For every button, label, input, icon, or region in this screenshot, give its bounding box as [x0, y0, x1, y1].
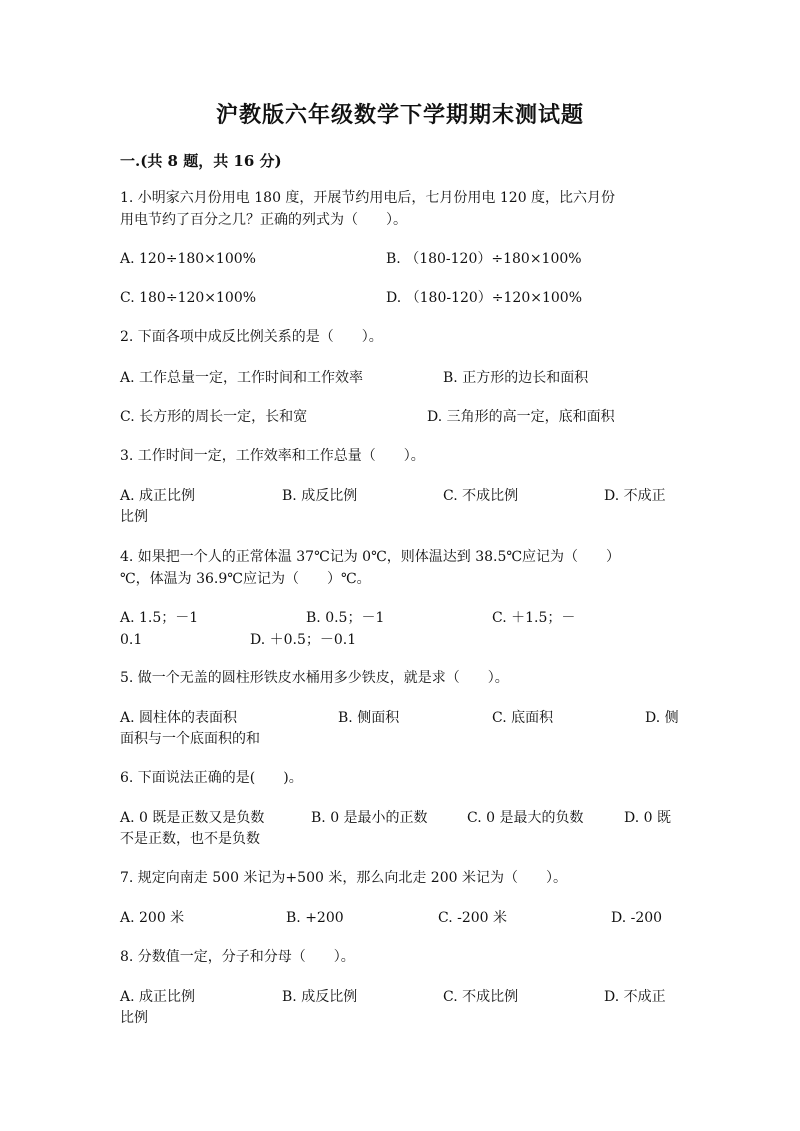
question-7-option-d: D. -200	[611, 910, 663, 926]
question-5-option-d-wrap: 面积与一个底面积的和	[120, 731, 260, 747]
question-6-option-c: C. 0 是最大的负数	[467, 810, 584, 826]
question-8-option-d-wrap: 比例	[120, 1010, 148, 1026]
question-6-option-d-wrap: 不是正数，也不是负数	[120, 831, 260, 847]
question-3-option-c: C. 不成比例	[443, 488, 519, 504]
question-6-option-d: D. 0 既	[624, 810, 671, 826]
question-4-stem-line-1: 4. 如果把一个人的正常体温 37℃记为 0℃，则体温达到 38.5℃应记为（ ）	[120, 549, 621, 565]
question-7-stem: 7. 规定向南走 500 米记为+500 米，那么向北走 200 米记为（ ）。	[120, 870, 567, 886]
question-4-stem-line-2: ℃，体温为 36.9℃应记为（ ）℃。	[120, 571, 371, 587]
question-6-option-b: B. 0 是最小的正数	[311, 810, 428, 826]
question-7-option-c: C. -200 米	[438, 910, 508, 926]
question-6-option-a: A. 0 既是正数又是负数	[120, 810, 265, 826]
question-8-option-a: A. 成正比例	[120, 989, 196, 1005]
question-5-option-d: D. 侧	[645, 710, 679, 726]
question-8-option-d: D. 不成正	[604, 989, 666, 1005]
question-3-stem: 3. 工作时间一定，工作效率和工作总量（ ）。	[120, 448, 425, 464]
question-1-option-c: C. 180÷120×100%	[120, 290, 257, 306]
question-4-option-a: A. 1.5；－1	[120, 610, 199, 626]
question-3-option-a: A. 成正比例	[120, 488, 196, 504]
question-4-option-b: B. 0.5；－1	[306, 610, 385, 626]
question-8-option-b: B. 成反比例	[282, 989, 358, 1005]
question-8-stem: 8. 分数值一定，分子和分母（ ）。	[120, 949, 355, 965]
question-7-option-b: B. +200	[286, 910, 344, 926]
page-title: 沪教版六年级数学下学期期末测试题	[215, 102, 584, 128]
question-4-option-c: C. ＋1.5；－	[492, 610, 576, 626]
question-3-option-d-wrap: 比例	[120, 509, 148, 525]
question-1-stem-line-2: 用电节约了百分之几？正确的列式为（ ）。	[120, 212, 407, 228]
question-4-option-d: D. ＋0.5；－0.1	[250, 632, 357, 648]
question-1-option-b: B. （180-120）÷180×100%	[386, 251, 582, 267]
section-heading: 一.(共 8 题，共 16 分)	[120, 152, 282, 170]
question-5-option-c: C. 底面积	[492, 710, 554, 726]
question-3-option-b: B. 成反比例	[282, 488, 358, 504]
question-4-option-c-wrap: 0.1	[120, 632, 143, 648]
question-2-option-c: C. 长方形的周长一定，长和宽	[120, 409, 308, 425]
question-2-stem: 2. 下面各项中成反比例关系的是（ ）。	[120, 329, 383, 345]
question-5-stem: 5. 做一个无盖的圆柱形铁皮水桶用多少铁皮，就是求（ ）。	[120, 670, 509, 686]
question-1-stem-line-1: 1. 小明家六月份用电 180 度，开展节约用电后，七月份用电 120 度，比六月份	[120, 190, 616, 206]
question-2-option-a: A. 工作总量一定，工作时间和工作效率	[120, 370, 364, 386]
question-1-option-d: D. （180-120）÷120×100%	[386, 290, 583, 306]
question-3-option-d: D. 不成正	[604, 488, 666, 504]
question-1-option-a: A. 120÷180×100%	[120, 251, 256, 267]
question-2-option-d: D. 三角形的高一定，底和面积	[427, 409, 615, 425]
question-8-option-c: C. 不成比例	[443, 989, 519, 1005]
question-7-option-a: A. 200 米	[120, 910, 185, 926]
question-6-stem: 6. 下面说法正确的是( )。	[120, 770, 303, 786]
question-5-option-a: A. 圆柱体的表面积	[120, 710, 238, 726]
question-2-option-b: B. 正方形的边长和面积	[443, 370, 589, 386]
question-5-option-b: B. 侧面积	[338, 710, 400, 726]
